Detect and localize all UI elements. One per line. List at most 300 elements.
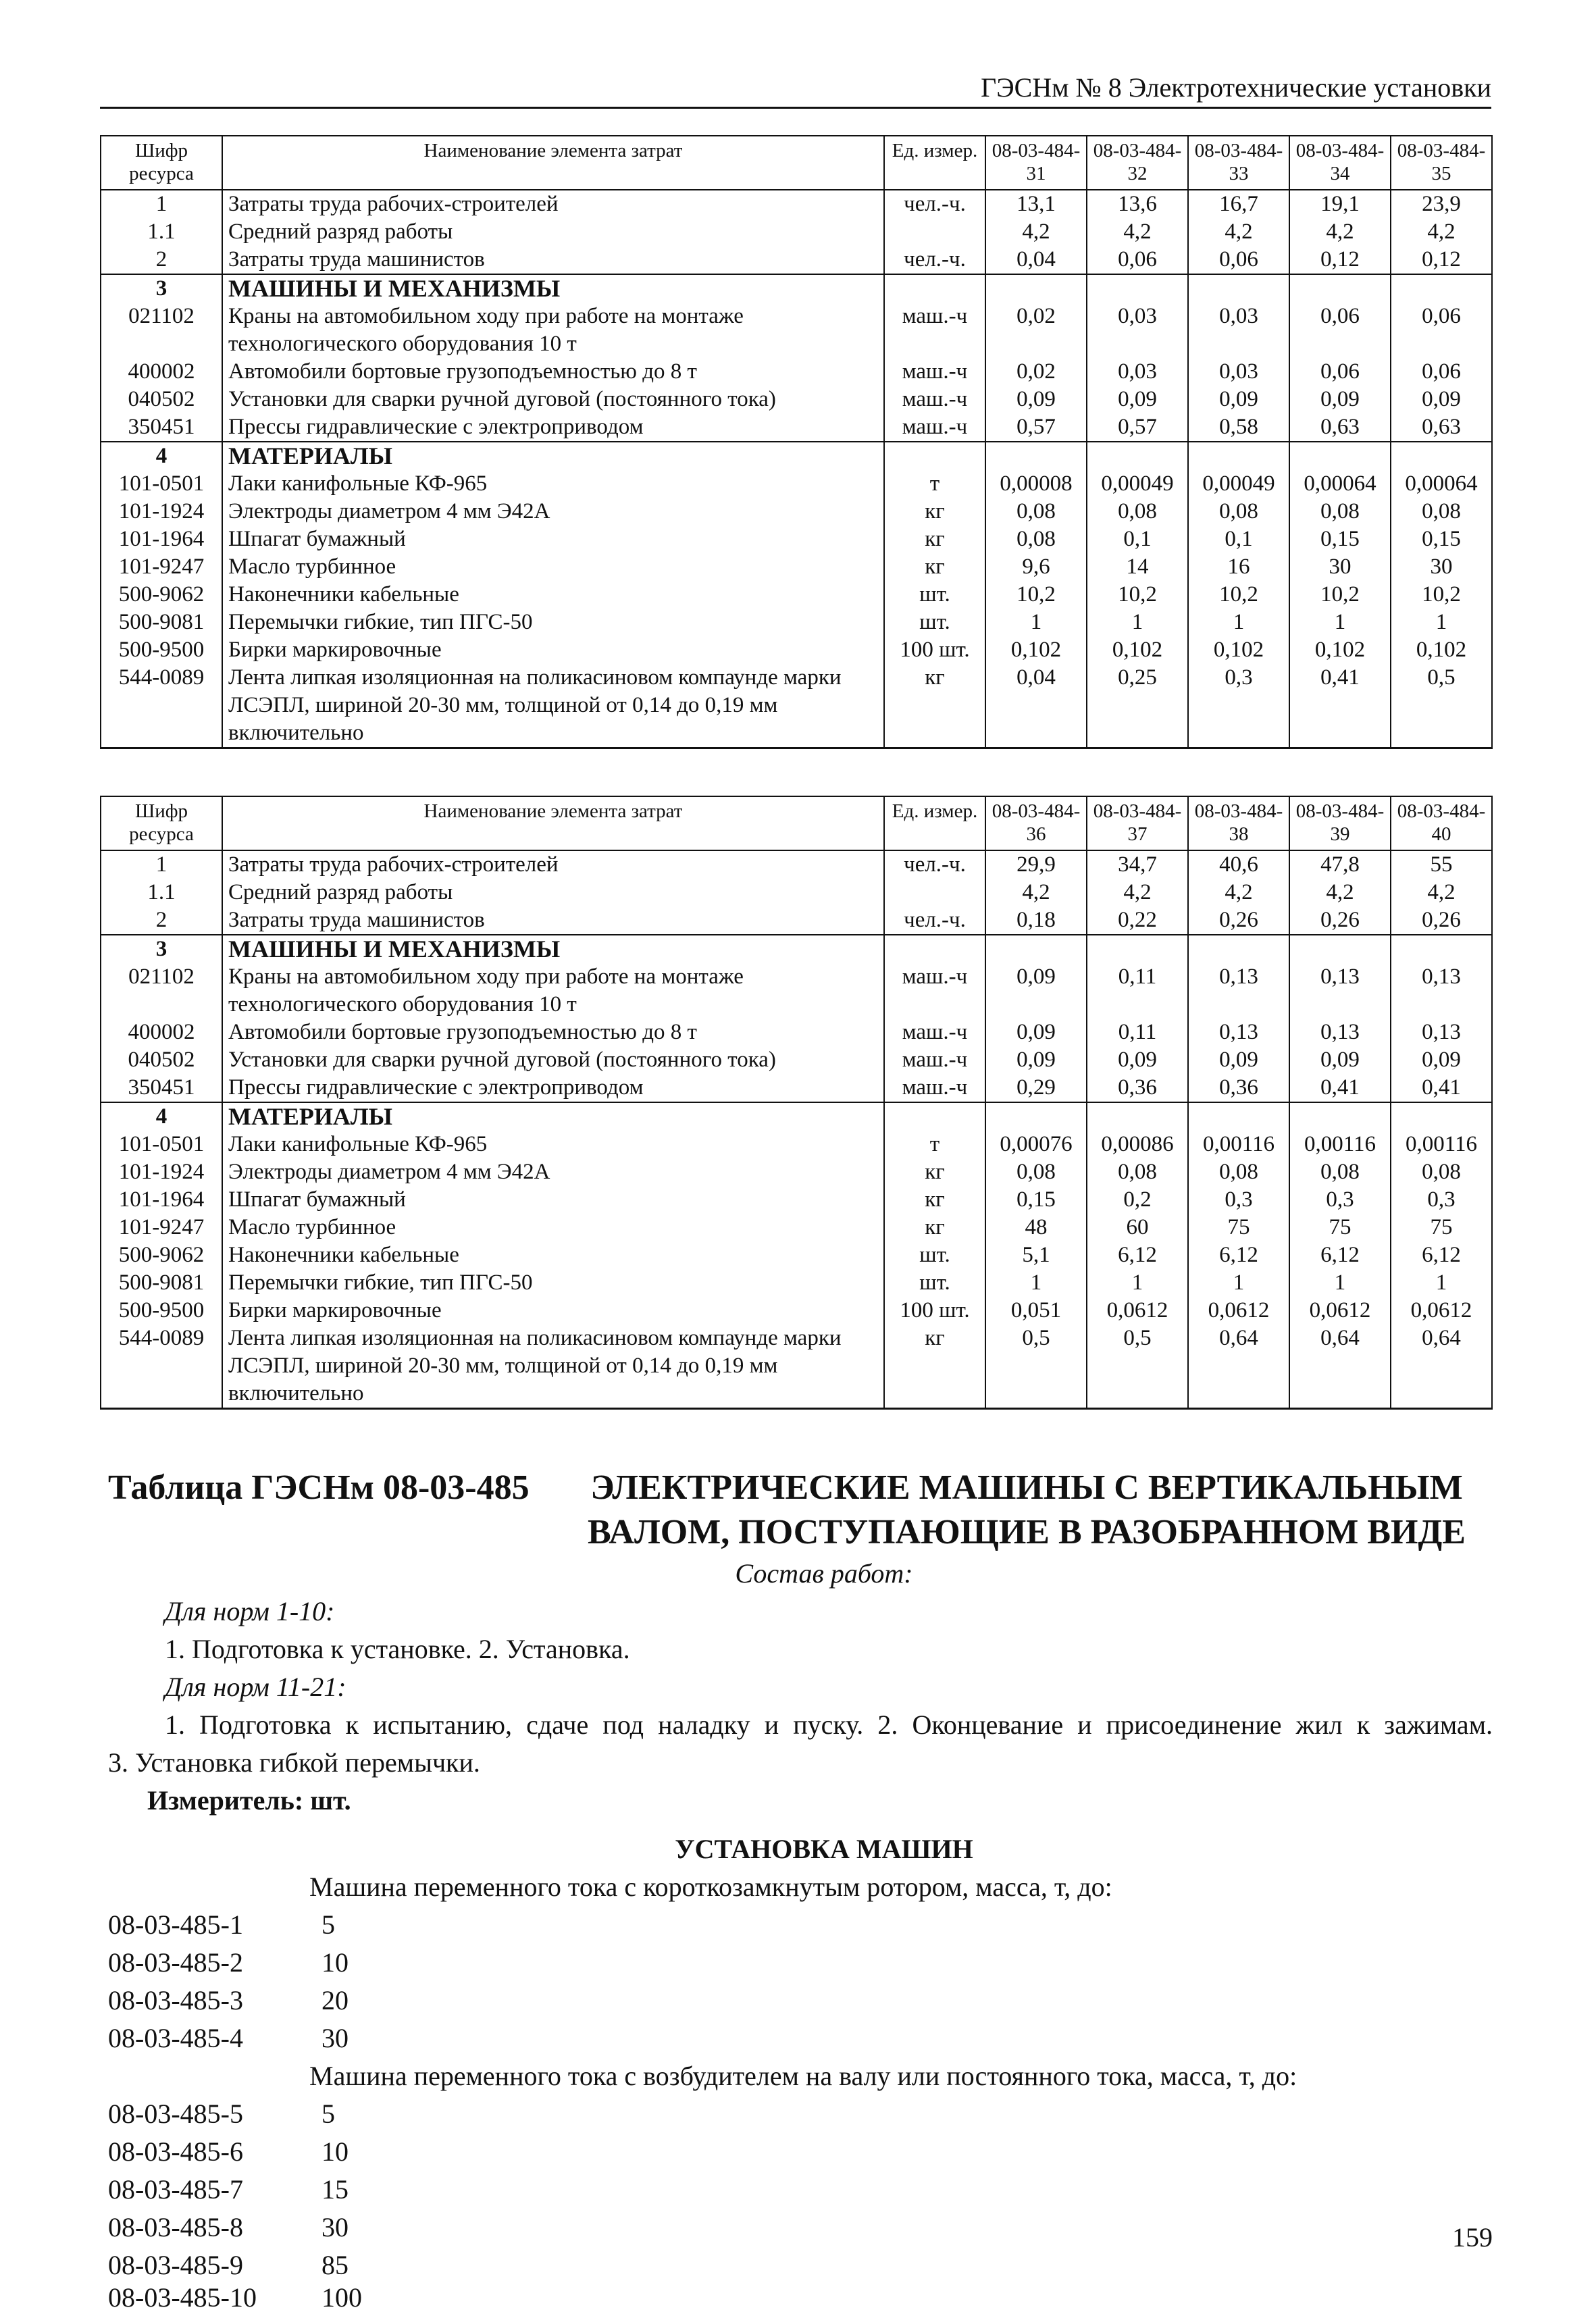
- cell-code: 021102: [101, 963, 222, 1019]
- cell-value: [1289, 935, 1391, 963]
- cell-value: 0,08: [1289, 1158, 1391, 1186]
- header-norm-col: 08-03-484-33: [1188, 136, 1289, 190]
- norm-value: 10: [321, 1947, 349, 1978]
- cell-name: Прессы гидравлические с электроприводом: [222, 1074, 884, 1102]
- cell-unit: 100 шт.: [884, 636, 985, 664]
- header-name: Наименование элемента затрат: [222, 796, 884, 850]
- cell-name: Лента липкая изоляционная на поликасиновом компаунде марки ЛСЭПЛ, шириной 20-30 мм, толщиной от 0,14 до 0,19 мм включительно: [222, 1325, 884, 1409]
- cell-value: 55: [1391, 850, 1492, 879]
- cell-unit: шт.: [884, 1269, 985, 1297]
- norms-11-21-label: Для норм 11-21:: [165, 1672, 346, 1702]
- cell-name: Затраты труда машинистов: [222, 246, 884, 274]
- cell-code: 101-1964: [101, 1186, 222, 1214]
- table-row: [101, 1131, 1492, 1158]
- cell-value: 5,1: [985, 1241, 1087, 1269]
- cell-code: 544-0089: [101, 664, 222, 748]
- cell-value: [1087, 442, 1188, 470]
- running-header: [100, 69, 1491, 109]
- table-row: [101, 358, 1492, 386]
- cell-value: 0,64: [1188, 1325, 1289, 1409]
- cell-code: 400002: [101, 358, 222, 386]
- cell-value: 1: [1188, 1269, 1289, 1297]
- cell-value: 0,09: [1087, 1046, 1188, 1074]
- norms-1-10-text: 1. Подготовка к установке. 2. Установка.: [165, 1634, 630, 1664]
- cell-value: 0,03: [1087, 303, 1188, 358]
- cell-value: 75: [1289, 1214, 1391, 1241]
- cell-value: 0,13: [1391, 1019, 1492, 1046]
- cell-value: 10,2: [1289, 581, 1391, 609]
- cell-value: 0,08: [985, 525, 1087, 553]
- cell-unit: маш.-ч: [884, 1019, 985, 1046]
- cell-unit: [884, 879, 985, 906]
- cell-name: МАШИНЫ И МЕХАНИЗМЫ: [222, 935, 884, 963]
- norm-value: 85: [321, 2250, 349, 2280]
- cell-unit: т: [884, 1131, 985, 1158]
- table-row: [101, 246, 1492, 274]
- cell-name: МАТЕРИАЛЫ: [222, 1102, 884, 1131]
- cell-value: 0,04: [985, 246, 1087, 274]
- cell-name: Наконечники кабельные: [222, 581, 884, 609]
- table-row: [101, 274, 1492, 303]
- cell-unit: кг: [884, 498, 985, 525]
- table-row: [101, 1074, 1492, 1102]
- cell-value: [1188, 1102, 1289, 1131]
- norms-1-10-label: Для норм 1-10:: [165, 1596, 335, 1626]
- cell-value: 0,051: [985, 1297, 1087, 1325]
- cell-code: 101-1924: [101, 498, 222, 525]
- cell-unit: [884, 935, 985, 963]
- header-code: Шифр ресурса: [101, 796, 222, 850]
- cell-value: 1: [1087, 1269, 1188, 1297]
- cell-value: 0,3: [1188, 1186, 1289, 1214]
- cell-name: Электроды диаметром 4 мм Э42А: [222, 498, 884, 525]
- cell-value: 0,13: [1391, 963, 1492, 1019]
- cell-value: 19,1: [1289, 190, 1391, 218]
- table-row: [101, 303, 1492, 358]
- norm-code: 08-03-485-8: [108, 2212, 243, 2242]
- table-row: [101, 553, 1492, 581]
- cell-value: 4,2: [985, 879, 1087, 906]
- norm-code: 08-03-485-2: [108, 1947, 243, 1978]
- norm-value: 100: [321, 2282, 362, 2313]
- cell-value: 0,3: [1289, 1186, 1391, 1214]
- cell-value: [1188, 935, 1289, 963]
- table-row: [101, 1186, 1492, 1214]
- cell-value: 0,5: [1391, 664, 1492, 748]
- composition-heading: Состав работ:: [735, 1558, 913, 1589]
- cell-value: 0,09: [985, 1046, 1087, 1074]
- cell-value: 0,15: [985, 1186, 1087, 1214]
- cell-name: Затраты труда машинистов: [222, 906, 884, 935]
- header-name: Наименование элемента затрат: [222, 136, 884, 190]
- cell-value: 0,06: [1289, 303, 1391, 358]
- cell-value: 0,102: [1087, 636, 1188, 664]
- table-row: [101, 906, 1492, 935]
- cell-unit: кг: [884, 1158, 985, 1186]
- cell-value: 4,2: [1087, 218, 1188, 246]
- cell-value: 0,5: [985, 1325, 1087, 1409]
- cell-unit: [884, 442, 985, 470]
- cell-code: 101-0501: [101, 470, 222, 498]
- cell-value: 0,06: [1289, 358, 1391, 386]
- cell-value: 16,7: [1188, 190, 1289, 218]
- cell-name: Перемычки гибкие, тип ПГС-50: [222, 609, 884, 636]
- cell-code: 101-1964: [101, 525, 222, 553]
- cell-value: 0,63: [1391, 413, 1492, 442]
- table-row: [101, 850, 1492, 879]
- table-row: [101, 1158, 1492, 1186]
- table-row: [101, 1102, 1492, 1131]
- cell-code: 500-9062: [101, 1241, 222, 1269]
- header-norm-col: 08-03-484-32: [1087, 136, 1188, 190]
- cell-value: 0,13: [1188, 963, 1289, 1019]
- cell-code: 400002: [101, 1019, 222, 1046]
- cell-name: Лента липкая изоляционная на поликасиновом компаунде марки ЛСЭПЛ, шириной 20-30 мм, толщиной от 0,14 до 0,19 мм включительно: [222, 664, 884, 748]
- cell-value: 0,0612: [1087, 1297, 1188, 1325]
- cell-value: 0,25: [1087, 664, 1188, 748]
- cell-value: 0,12: [1289, 246, 1391, 274]
- cell-value: 4,2: [1391, 218, 1492, 246]
- table-row: [101, 581, 1492, 609]
- cell-code: 021102: [101, 303, 222, 358]
- cell-value: 10,2: [1188, 581, 1289, 609]
- cell-code: 101-9247: [101, 1214, 222, 1241]
- norms-11-21-text-line1: 1. Подготовка к испытанию, сдаче под наладку и пуску. 2. Оконцевание и присоединение жил к зажимам.: [165, 1709, 1493, 1740]
- cell-value: 0,08: [1087, 498, 1188, 525]
- group2-caption: Машина переменного тока с возбудителем на валу или постоянного тока, масса, т, до:: [309, 2061, 1297, 2091]
- cell-value: [1188, 442, 1289, 470]
- cell-value: 0,63: [1289, 413, 1391, 442]
- cell-name: Лаки канифольные КФ-965: [222, 470, 884, 498]
- cell-unit: т: [884, 470, 985, 498]
- cell-name: Шпагат бумажный: [222, 1186, 884, 1214]
- cell-value: 0,09: [1289, 1046, 1391, 1074]
- cell-value: 0,09: [1087, 386, 1188, 413]
- table-row: [101, 470, 1492, 498]
- cell-value: 4,2: [1188, 879, 1289, 906]
- table-row: [101, 1325, 1492, 1409]
- cell-code: 500-9500: [101, 636, 222, 664]
- norm-value: 15: [321, 2174, 349, 2205]
- cell-value: [1391, 274, 1492, 303]
- cell-name: Затраты труда рабочих-строителей: [222, 850, 884, 879]
- cell-value: 75: [1391, 1214, 1492, 1241]
- cell-value: 0,102: [985, 636, 1087, 664]
- resource-table-484-31-35: [100, 135, 1493, 749]
- table-row: [101, 879, 1492, 906]
- cell-value: 4,2: [1087, 879, 1188, 906]
- header-norm-col: 08-03-484-36: [985, 796, 1087, 850]
- table-row: [101, 190, 1492, 218]
- cell-value: 1: [1087, 609, 1188, 636]
- norm-code: 08-03-485-7: [108, 2174, 243, 2205]
- cell-value: 0,04: [985, 664, 1087, 748]
- cell-name: Установки для сварки ручной дуговой (постоянного тока): [222, 386, 884, 413]
- cell-unit: кг: [884, 1214, 985, 1241]
- cell-value: 0,02: [985, 303, 1087, 358]
- table-row: [101, 636, 1492, 664]
- table-row: [101, 1241, 1492, 1269]
- cell-value: 0,26: [1188, 906, 1289, 935]
- cell-name: Масло турбинное: [222, 553, 884, 581]
- cell-value: 0,0612: [1289, 1297, 1391, 1325]
- table-row: [101, 386, 1492, 413]
- cell-value: [1188, 274, 1289, 303]
- cell-code: 101-1924: [101, 1158, 222, 1186]
- table-row: [101, 1019, 1492, 1046]
- cell-value: 0,58: [1188, 413, 1289, 442]
- cell-unit: маш.-ч: [884, 303, 985, 358]
- cell-name: Лаки канифольные КФ-965: [222, 1131, 884, 1158]
- cell-unit: маш.-ч: [884, 1074, 985, 1102]
- cell-value: 0,11: [1087, 963, 1188, 1019]
- cell-value: 0,57: [985, 413, 1087, 442]
- cell-value: 0,18: [985, 906, 1087, 935]
- cell-value: 0,11: [1087, 1019, 1188, 1046]
- cell-name: Автомобили бортовые грузоподъемностью до 8 т: [222, 1019, 884, 1046]
- header-norm-col: 08-03-484-40: [1391, 796, 1492, 850]
- cell-code: 1: [101, 850, 222, 879]
- cell-value: 0,03: [1188, 358, 1289, 386]
- cell-value: 0,1: [1087, 525, 1188, 553]
- table-485-title: ЭЛЕКТРИЧЕСКИЕ МАШИНЫ С ВЕРТИКАЛЬНЫМ ВАЛОМ, ПОСТУПАЮЩИЕ В РАЗОБРАННОМ ВИДЕ: [588, 1468, 1466, 1551]
- cell-value: [985, 442, 1087, 470]
- running-title: ГЭСНм № 8 Электротехнические установки: [981, 72, 1491, 103]
- cell-code: 101-9247: [101, 553, 222, 581]
- cell-code: 350451: [101, 413, 222, 442]
- cell-name: Перемычки гибкие, тип ПГС-50: [222, 1269, 884, 1297]
- norm-value: 5: [321, 1909, 335, 1940]
- table-row: [101, 609, 1492, 636]
- cell-name: Средний разряд работы: [222, 879, 884, 906]
- cell-unit: чел.-ч.: [884, 190, 985, 218]
- cell-value: 0,1: [1188, 525, 1289, 553]
- cell-unit: чел.-ч.: [884, 246, 985, 274]
- cell-code: 4: [101, 442, 222, 470]
- cell-value: 0,64: [1289, 1325, 1391, 1409]
- cell-unit: 100 шт.: [884, 1297, 985, 1325]
- cell-value: 0,41: [1289, 664, 1391, 748]
- header-unit: Ед. измер.: [884, 136, 985, 190]
- cell-value: 0,09: [1188, 1046, 1289, 1074]
- table-row: [101, 413, 1492, 442]
- table-row: [101, 1046, 1492, 1074]
- cell-value: 0,02: [985, 358, 1087, 386]
- cell-name: Масло турбинное: [222, 1214, 884, 1241]
- cell-value: [1289, 1102, 1391, 1131]
- cell-value: 0,08: [1391, 1158, 1492, 1186]
- cell-value: 0,08: [985, 498, 1087, 525]
- cell-unit: маш.-ч: [884, 386, 985, 413]
- cell-value: 0,00049: [1087, 470, 1188, 498]
- cell-value: 0,08: [1391, 498, 1492, 525]
- cell-code: 2: [101, 246, 222, 274]
- cell-value: 0,2: [1087, 1186, 1188, 1214]
- cell-code: 040502: [101, 1046, 222, 1074]
- cell-code: 3: [101, 274, 222, 303]
- cell-unit: шт.: [884, 581, 985, 609]
- header-norm-col: 08-03-484-35: [1391, 136, 1492, 190]
- cell-value: 1: [985, 609, 1087, 636]
- cell-value: 1: [985, 1269, 1087, 1297]
- cell-value: 16: [1188, 553, 1289, 581]
- cell-value: 75: [1188, 1214, 1289, 1241]
- cell-code: 350451: [101, 1074, 222, 1102]
- cell-value: 6,12: [1391, 1241, 1492, 1269]
- cell-value: 0,5: [1087, 1325, 1188, 1409]
- cell-value: 0,08: [1188, 498, 1289, 525]
- header-norm-col: 08-03-484-31: [985, 136, 1087, 190]
- cell-name: МАШИНЫ И МЕХАНИЗМЫ: [222, 274, 884, 303]
- cell-unit: маш.-ч: [884, 1046, 985, 1074]
- cell-name: Электроды диаметром 4 мм Э42А: [222, 1158, 884, 1186]
- cell-value: 0,09: [985, 386, 1087, 413]
- cell-unit: чел.-ч.: [884, 906, 985, 935]
- cell-unit: шт.: [884, 1241, 985, 1269]
- cell-code: 500-9062: [101, 581, 222, 609]
- cell-value: 0,15: [1391, 525, 1492, 553]
- cell-code: 3: [101, 935, 222, 963]
- cell-value: 0,00076: [985, 1131, 1087, 1158]
- norm-code: 08-03-485-1: [108, 1909, 243, 1940]
- cell-value: 1: [1289, 1269, 1391, 1297]
- cell-unit: маш.-ч: [884, 963, 985, 1019]
- cell-name: МАТЕРИАЛЫ: [222, 442, 884, 470]
- cell-value: 0,22: [1087, 906, 1188, 935]
- table-body: [101, 850, 1492, 1409]
- table-485-label: Таблица ГЭСНм 08-03-485: [108, 1468, 530, 1507]
- cell-unit: [884, 274, 985, 303]
- table-row: [101, 1214, 1492, 1241]
- norm-code: 08-03-485-9: [108, 2250, 243, 2280]
- cell-value: 0,06: [1188, 246, 1289, 274]
- cell-value: 13,1: [985, 190, 1087, 218]
- cell-unit: маш.-ч: [884, 358, 985, 386]
- cell-name: Средний разряд работы: [222, 218, 884, 246]
- cell-value: 0,102: [1188, 636, 1289, 664]
- cell-value: 4,2: [1289, 218, 1391, 246]
- cell-value: 10,2: [1087, 581, 1188, 609]
- cell-unit: чел.-ч.: [884, 850, 985, 879]
- cell-name: Прессы гидравлические с электроприводом: [222, 413, 884, 442]
- cell-value: 0,41: [1391, 1074, 1492, 1102]
- cell-value: [1289, 442, 1391, 470]
- table-row: [101, 218, 1492, 246]
- norm-code: 08-03-485-6: [108, 2136, 243, 2167]
- cell-value: 4,2: [985, 218, 1087, 246]
- cell-value: 0,26: [1391, 906, 1492, 935]
- cell-value: 4,2: [1289, 879, 1391, 906]
- cell-value: 0,13: [1289, 1019, 1391, 1046]
- cell-value: 0,00116: [1188, 1131, 1289, 1158]
- cell-value: 0,3: [1391, 1186, 1492, 1214]
- cell-value: 48: [985, 1214, 1087, 1241]
- header-norm-col: 08-03-484-37: [1087, 796, 1188, 850]
- cell-code: 4: [101, 1102, 222, 1131]
- cell-value: 1: [1289, 609, 1391, 636]
- cell-code: 500-9081: [101, 1269, 222, 1297]
- table-row: [101, 1297, 1492, 1325]
- cell-value: [985, 1102, 1087, 1131]
- cell-value: 0,13: [1289, 963, 1391, 1019]
- cell-value: [1087, 274, 1188, 303]
- cell-value: 30: [1289, 553, 1391, 581]
- norm-code: 08-03-485-10: [108, 2282, 257, 2313]
- cell-value: [1289, 274, 1391, 303]
- cell-value: 0,29: [985, 1074, 1087, 1102]
- cell-value: 0,36: [1087, 1074, 1188, 1102]
- table-body: [101, 190, 1492, 748]
- cell-value: 0,41: [1289, 1074, 1391, 1102]
- cell-code: 500-9081: [101, 609, 222, 636]
- cell-code: 544-0089: [101, 1325, 222, 1409]
- cell-code: 101-0501: [101, 1131, 222, 1158]
- table-header-row: [101, 796, 1492, 850]
- cell-value: 0,09: [1188, 386, 1289, 413]
- cell-value: 60: [1087, 1214, 1188, 1241]
- cell-value: [985, 274, 1087, 303]
- cell-value: 0,06: [1391, 358, 1492, 386]
- cell-value: 0,26: [1289, 906, 1391, 935]
- table-row: [101, 498, 1492, 525]
- cell-value: 23,9: [1391, 190, 1492, 218]
- cell-name: Автомобили бортовые грузоподъемностью до 8 т: [222, 358, 884, 386]
- cell-value: 0,09: [985, 1019, 1087, 1046]
- cell-value: [1391, 442, 1492, 470]
- header-norm-col: 08-03-484-34: [1289, 136, 1391, 190]
- page-number: 159: [1452, 2222, 1493, 2253]
- cell-unit: [884, 218, 985, 246]
- table-header-row: [101, 136, 1492, 190]
- cell-value: 6,12: [1188, 1241, 1289, 1269]
- cell-value: 0,03: [1188, 303, 1289, 358]
- cell-value: 6,12: [1087, 1241, 1188, 1269]
- cell-name: Бирки маркировочные: [222, 1297, 884, 1325]
- cell-value: 29,9: [985, 850, 1087, 879]
- cell-name: Шпагат бумажный: [222, 525, 884, 553]
- table-row: [101, 1269, 1492, 1297]
- cell-value: [985, 935, 1087, 963]
- norm-value: 5: [321, 2099, 335, 2129]
- cell-code: 2: [101, 906, 222, 935]
- cell-value: 10,2: [985, 581, 1087, 609]
- cell-value: 0,08: [1289, 498, 1391, 525]
- table-row: [101, 935, 1492, 963]
- header-unit: Ед. измер.: [884, 796, 985, 850]
- cell-value: 0,0612: [1188, 1297, 1289, 1325]
- cell-code: 040502: [101, 386, 222, 413]
- table-row: [101, 664, 1492, 748]
- cell-value: 0,00064: [1391, 470, 1492, 498]
- cell-value: 0,102: [1289, 636, 1391, 664]
- cell-value: 0,00086: [1087, 1131, 1188, 1158]
- cell-unit: кг: [884, 664, 985, 748]
- cell-value: 0,06: [1391, 303, 1492, 358]
- cell-value: 0,06: [1087, 246, 1188, 274]
- cell-value: 6,12: [1289, 1241, 1391, 1269]
- cell-unit: кг: [884, 1325, 985, 1409]
- cell-value: [1087, 1102, 1188, 1131]
- cell-code: 1.1: [101, 218, 222, 246]
- cell-value: 4,2: [1188, 218, 1289, 246]
- cell-name: Установки для сварки ручной дуговой (постоянного тока): [222, 1046, 884, 1074]
- cell-code: 1: [101, 190, 222, 218]
- cell-value: 0,09: [985, 963, 1087, 1019]
- header-norm-col: 08-03-484-38: [1188, 796, 1289, 850]
- cell-value: 0,08: [1087, 1158, 1188, 1186]
- cell-value: 0,57: [1087, 413, 1188, 442]
- cell-value: 0,00064: [1289, 470, 1391, 498]
